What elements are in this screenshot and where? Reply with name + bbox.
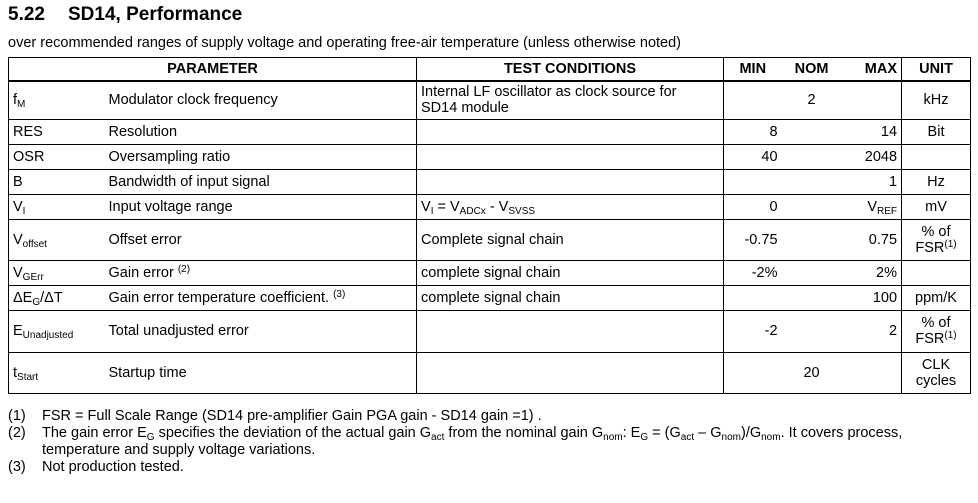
footnote-text: Not production tested. bbox=[42, 459, 184, 475]
symbol-cell: $V_I$ bbox=[9, 194, 105, 219]
nom-cell bbox=[782, 310, 842, 352]
column-header-conditions: TEST CONDITIONS bbox=[417, 58, 724, 82]
symbol-cell: $E_{Unadjusted}$ bbox=[9, 310, 105, 352]
table-header-row bbox=[9, 58, 971, 82]
footnote-1 bbox=[8, 408, 970, 425]
symbol-cell: OSR bbox=[9, 144, 105, 169]
symbol-cell: $\Delta E_G/\Delta T$ bbox=[9, 285, 105, 310]
min-cell: 40 bbox=[724, 144, 782, 169]
description-cell: Resolution bbox=[105, 119, 417, 144]
description-cell: Bandwidth of input signal bbox=[105, 169, 417, 194]
unit-cell: % of FSR$^{(1)}$ bbox=[902, 310, 971, 352]
max-cell: 1 bbox=[842, 169, 902, 194]
unit-cell: mV bbox=[902, 194, 971, 219]
description-cell: Startup time bbox=[105, 352, 417, 393]
min-cell bbox=[724, 169, 782, 194]
conditions-cell bbox=[417, 119, 724, 144]
unit-cell: kHz bbox=[902, 81, 971, 119]
performance-table bbox=[8, 57, 971, 394]
symbol-cell: RES bbox=[9, 119, 105, 144]
symbol-cell: $V_{offset}$ bbox=[9, 219, 105, 260]
description-cell: Gain error temperature coefficient. $^{(3)}$ bbox=[105, 285, 417, 310]
symbol-cell: B bbox=[9, 169, 105, 194]
table-row bbox=[9, 144, 971, 169]
footnote-text: The gain error $E_G$ specifies the deviation of the actual gain $G_{act}$ from the nominal gain $G_{nom}$: $E_G = (G_{act} - G_{nom})/G_{nom}$. It covers process, temperature and supply voltage variations. bbox=[42, 425, 903, 458]
unit-cell bbox=[902, 260, 971, 285]
conditions-cell: complete signal chain bbox=[417, 260, 724, 285]
symbol-cell: $t_{Start}$ bbox=[9, 352, 105, 393]
column-header-max: MAX bbox=[842, 58, 902, 82]
table-row bbox=[9, 219, 971, 260]
section-title: SD14, Performance bbox=[68, 4, 243, 25]
column-header-nom: NOM bbox=[782, 58, 842, 82]
min-cell: -2% bbox=[724, 260, 782, 285]
conditions-cell bbox=[417, 169, 724, 194]
column-header-parameter: PARAMETER bbox=[9, 58, 417, 82]
max-cell: $V_{REF}$ bbox=[842, 194, 902, 219]
conditions-cell bbox=[417, 310, 724, 352]
footnote-3 bbox=[8, 459, 970, 476]
nom-cell bbox=[782, 144, 842, 169]
min-cell: 0 bbox=[724, 194, 782, 219]
description-cell: Input voltage range bbox=[105, 194, 417, 219]
max-cell: 14 bbox=[842, 119, 902, 144]
section-number: 5.22 bbox=[8, 4, 45, 25]
max-cell: 2% bbox=[842, 260, 902, 285]
nom-cell: 20 bbox=[782, 352, 842, 393]
nom-cell bbox=[782, 194, 842, 219]
min-cell bbox=[724, 285, 782, 310]
conditions-cell: Internal LF oscillator as clock source for SD14 module bbox=[417, 81, 724, 119]
nom-cell: 2 bbox=[782, 81, 842, 119]
conditions-cell: $V_I = V_{ADCx} - V_{SVSS}$ bbox=[417, 194, 724, 219]
description-cell: Gain error $^{(2)}$ bbox=[105, 260, 417, 285]
footnote-mark: (1) bbox=[8, 408, 26, 424]
unit-cell: Hz bbox=[902, 169, 971, 194]
table-row bbox=[9, 169, 971, 194]
nom-cell bbox=[782, 219, 842, 260]
description-cell: Modulator clock frequency bbox=[105, 81, 417, 119]
min-cell: -2 bbox=[724, 310, 782, 352]
max-cell: 2048 bbox=[842, 144, 902, 169]
nom-cell bbox=[782, 169, 842, 194]
table-row bbox=[9, 260, 971, 285]
symbol-cell: $f_M$ bbox=[9, 81, 105, 119]
footnote-ref: (3) bbox=[333, 288, 346, 300]
description-cell: Offset error bbox=[105, 219, 417, 260]
min-cell bbox=[724, 81, 782, 119]
max-cell bbox=[842, 352, 902, 393]
table-row bbox=[9, 352, 971, 393]
table-row bbox=[9, 194, 971, 219]
nom-cell bbox=[782, 285, 842, 310]
column-header-min: MIN bbox=[724, 58, 782, 82]
description-cell: Oversampling ratio bbox=[105, 144, 417, 169]
conditions-cell: Complete signal chain bbox=[417, 219, 724, 260]
table-conditions-note: over recommended ranges of supply voltage and operating free-air temperature (unless otherwise noted) bbox=[8, 35, 682, 51]
unit-cell: % of FSR$^{(1)}$ bbox=[902, 219, 971, 260]
min-cell: 8 bbox=[724, 119, 782, 144]
unit-cell: ppm/K bbox=[902, 285, 971, 310]
column-header-unit: UNIT bbox=[902, 58, 971, 82]
max-cell: 2 bbox=[842, 310, 902, 352]
symbol-cell: $V_{GErr}$ bbox=[9, 260, 105, 285]
table-row bbox=[9, 285, 971, 310]
min-cell bbox=[724, 352, 782, 393]
footnote-ref: (2) bbox=[177, 263, 191, 275]
description-cell: Total unadjusted error bbox=[105, 310, 417, 352]
unit-cell bbox=[902, 144, 971, 169]
conditions-cell: complete signal chain bbox=[417, 285, 724, 310]
footnote-mark: (3) bbox=[8, 459, 26, 475]
min-cell: -0.75 bbox=[724, 219, 782, 260]
footnote-text: FSR = Full Scale Range (SD14 pre-amplifier Gain PGA gain - SD14 gain =1) . bbox=[42, 408, 542, 424]
conditions-cell bbox=[417, 144, 724, 169]
nom-cell bbox=[782, 119, 842, 144]
max-cell bbox=[842, 81, 902, 119]
conditions-cell bbox=[417, 352, 724, 393]
table-row bbox=[9, 119, 971, 144]
unit-cell: CLK cycles bbox=[902, 352, 971, 393]
footnotes bbox=[8, 408, 970, 476]
nom-cell bbox=[782, 260, 842, 285]
max-cell: 100 bbox=[842, 285, 902, 310]
max-cell: 0.75 bbox=[842, 219, 902, 260]
table-row bbox=[9, 310, 971, 352]
section-heading bbox=[8, 4, 242, 26]
footnote-mark: (2) bbox=[8, 425, 26, 441]
unit-cell: Bit bbox=[902, 119, 971, 144]
footnote-2 bbox=[8, 425, 970, 459]
table-row bbox=[9, 81, 971, 119]
